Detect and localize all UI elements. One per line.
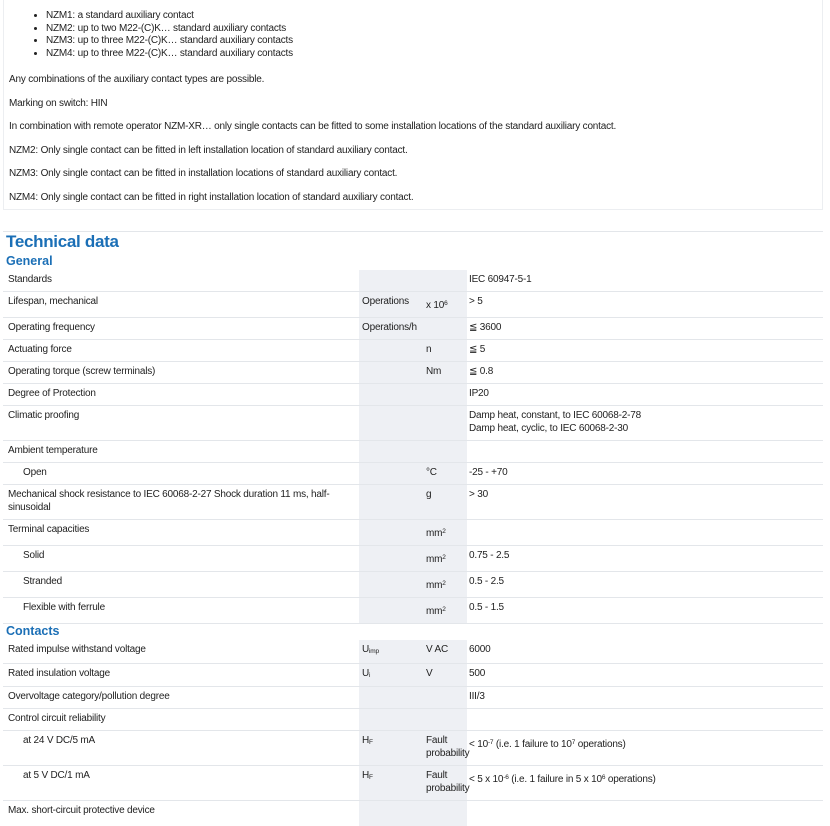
- table-row: [3, 709, 823, 731]
- row-value: ≦ 0.8: [469, 366, 494, 377]
- row-value: IP20: [469, 388, 489, 399]
- row-label: Rated insulation voltage: [8, 668, 110, 679]
- page-title: Technical data: [6, 232, 119, 251]
- row-multiplier: $mm^2$: [426, 528, 446, 539]
- row-unit: $U_{imp}$: [362, 644, 379, 655]
- table-row: [3, 640, 823, 664]
- row-value: 0.5 - 2.5: [469, 576, 504, 587]
- row-value: 0.5 - 1.5: [469, 602, 504, 613]
- table-row: [3, 598, 823, 624]
- row-label: Mechanical shock resistance to IEC 60068-2-27 Shock duration 11 ms, half-sinusoidal: [8, 489, 330, 513]
- row-value: > 30: [469, 489, 488, 500]
- row-value: -25 - +70: [469, 467, 508, 478]
- row-label: Actuating force: [8, 344, 72, 355]
- row-unit: Operations: [362, 296, 409, 307]
- table-row: [3, 687, 823, 709]
- row-label: Ambient temperature: [8, 445, 98, 456]
- note-paragraph: Any combinations of the auxiliary contact types are possible.: [9, 74, 265, 85]
- row-label: Operating torque (screw terminals): [8, 366, 156, 377]
- list-item: • NZM4: up to three M22-(C)K… standard auxiliary contacts: [46, 48, 822, 61]
- table-row: [3, 572, 823, 598]
- note-paragraph: NZM3: Only single contact can be fitted in installation locations of standard auxiliary contact.: [9, 168, 398, 179]
- row-multiplier: V AC: [426, 644, 448, 655]
- row-value: 500: [469, 668, 486, 679]
- note-paragraph: NZM2: Only single contact can be fitted in left installation location of standard auxiliary contact.: [9, 145, 408, 156]
- row-multiplier: Fault probability: [426, 770, 470, 794]
- row-multiplier: x $10^6$: [426, 300, 448, 311]
- row-multiplier: V: [426, 668, 433, 679]
- row-multiplier: °C: [426, 467, 437, 478]
- row-multiplier: Fault probability: [426, 735, 470, 759]
- row-label: Open: [23, 467, 47, 478]
- table-row: [3, 441, 823, 463]
- row-value: < 5 x $10^{-6}$ (i.e. 1 failure in 5 x $10^6$ operations): [469, 774, 656, 785]
- note-paragraph: Marking on switch: HIN: [9, 98, 108, 109]
- row-label: at 24 V DC/5 mA: [23, 735, 96, 746]
- row-label: Lifespan, mechanical: [8, 296, 98, 307]
- row-label: Operating frequency: [8, 322, 95, 333]
- row-label: Solid: [23, 550, 45, 561]
- table-row: [3, 731, 823, 766]
- row-label: Flexible with ferrule: [23, 602, 105, 613]
- section-divider: [3, 231, 823, 232]
- row-label: Rated impulse withstand voltage: [8, 644, 146, 655]
- table-row: [3, 362, 823, 384]
- table-row: [3, 318, 823, 340]
- table-row: [3, 270, 823, 292]
- table-row: [3, 406, 823, 441]
- table-row: [3, 340, 823, 362]
- table-row: [3, 485, 823, 520]
- row-value: IEC 60947-5-1: [469, 274, 532, 285]
- section-heading-general: General: [6, 254, 53, 268]
- row-label: Control circuit reliability: [8, 713, 106, 724]
- table-row: [3, 384, 823, 406]
- row-label: Overvoltage category/pollution degree: [8, 691, 170, 702]
- row-value: Damp heat, constant, to IEC 60068-2-78 Damp heat, cyclic, to IEC 60068-2-30: [469, 410, 641, 434]
- table-row: [3, 664, 823, 687]
- table-row: [3, 801, 823, 826]
- row-unit: $U_i$: [362, 668, 371, 679]
- list-item: • NZM2: up to two M22-(C)K… standard auxiliary contacts: [46, 23, 822, 36]
- row-value: III/3: [469, 691, 485, 702]
- list-item: • NZM3: up to three M22-(C)K… standard auxiliary contacts: [46, 35, 822, 48]
- row-multiplier: $mm^2$: [426, 606, 446, 617]
- row-value: ≦ 5: [469, 344, 486, 355]
- row-label: Climatic proofing: [8, 410, 80, 421]
- row-label: Max. short-circuit protective device: [8, 805, 155, 816]
- row-label: at 5 V DC/1 mA: [23, 770, 90, 781]
- table-row: [3, 520, 823, 546]
- row-unit: Operations/h: [362, 322, 417, 333]
- note-paragraph: NZM4: Only single contact can be fitted in right installation location of standard auxiliary contact.: [9, 192, 414, 203]
- row-label: Terminal capacities: [8, 524, 90, 535]
- section-heading-contacts: Contacts: [6, 624, 60, 638]
- row-multiplier: $mm^2$: [426, 554, 446, 565]
- table-row: [3, 292, 823, 318]
- table-row: [3, 463, 823, 485]
- row-multiplier: $mm^2$: [426, 580, 446, 591]
- table-row: [3, 766, 823, 801]
- row-multiplier: g: [426, 489, 432, 500]
- intro-notes: [3, 0, 823, 210]
- row-unit: $H_F$: [362, 770, 373, 781]
- row-value: ≦ 3600: [469, 322, 502, 333]
- row-unit: $H_F$: [362, 735, 373, 746]
- list-item: • NZM1: a standard auxiliary contact: [46, 10, 822, 23]
- row-multiplier: n: [426, 344, 432, 355]
- model-list: [4, 10, 822, 60]
- row-value: > 5: [469, 296, 483, 307]
- row-value: < $10^{-7}$ (i.e. 1 failure to $10^7$ operations): [469, 739, 626, 750]
- row-label: Stranded: [23, 576, 62, 587]
- table-row: [3, 546, 823, 572]
- row-label: Degree of Protection: [8, 388, 96, 399]
- row-value: 0.75 - 2.5: [469, 550, 510, 561]
- row-label: Standards: [8, 274, 52, 285]
- note-paragraph: In combination with remote operator NZM-XR… only single contacts can be fitted to some installation locations of the standard auxiliary contact.: [9, 121, 617, 132]
- row-value: 6000: [469, 644, 491, 655]
- row-multiplier: Nm: [426, 366, 442, 377]
